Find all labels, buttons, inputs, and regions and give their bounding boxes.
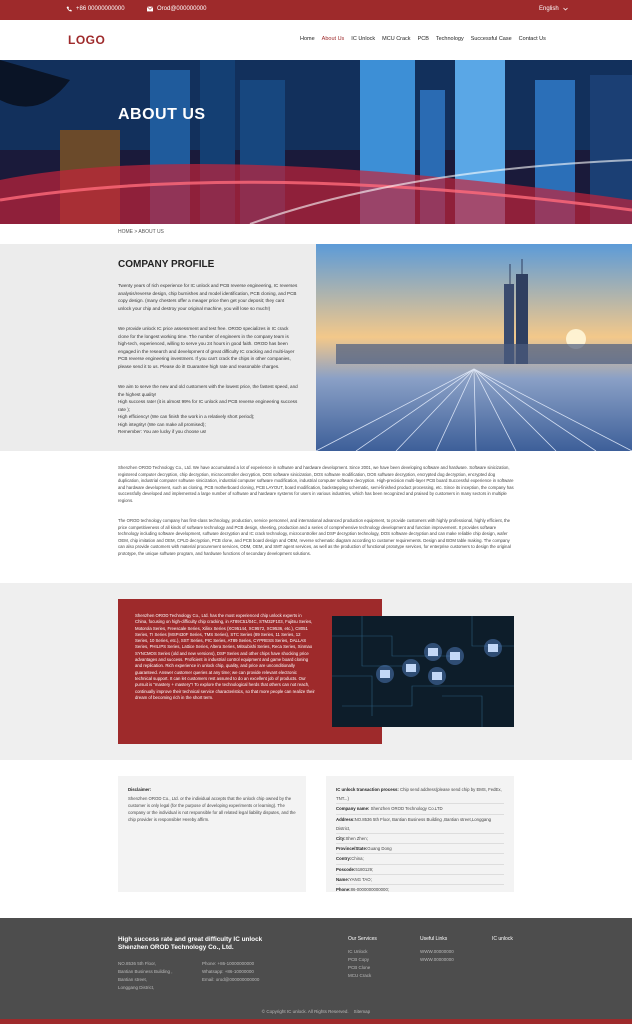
disclaimer-text: Shenzhen OROD Co., Ltd. or the individual accepts that the unlock chip owned by the customer is only legal (for the purpose of developing experiments or learning). The company or the individual is not responsible for all related legal liability disputes, and the chip provider is responsible! Hereby affirm. [128,796,296,822]
footer-link[interactable]: MCU Crack [348,973,372,978]
email-text: Orod@000000000 [157,6,207,12]
process-label: Poscode: [336,866,356,872]
nav-technology[interactable]: Technology [435,36,464,42]
process-label: City: [336,836,346,842]
process-row [336,885,504,894]
profile-p3-line1: We aim to serve the new and old customers with the lowest price, the fastest speed, and the highest quality! [118,384,298,397]
process-row [336,815,504,834]
nav-home[interactable]: Home [300,36,315,42]
disclaimer-box [118,776,306,892]
process-label: Company name: [336,806,370,812]
process-value: China; [351,856,364,862]
profile-p3-line5: Remember: You are lucky if you choose us! [118,429,207,434]
process-row [336,785,504,804]
footer-phone[interactable]: Phone: +86-10000000000 [202,961,255,966]
process-row [336,865,504,875]
process-value: Guang Dong [367,846,392,852]
process-box [326,776,514,892]
sitemap-link[interactable]: Sitemap [353,1009,371,1014]
process-row [336,804,504,814]
phone-text: +86 00000000000 [76,6,125,12]
info-section [0,760,632,918]
email-contact[interactable] [147,6,206,12]
process-row [336,875,504,885]
process-row [336,854,504,864]
process-value: 5180129; [355,866,374,872]
process-row [336,834,504,844]
chip-image [332,616,514,727]
process-label: Address: [336,816,355,822]
process-value: Shenzhen OROD Technology Co.LTD [369,806,443,812]
nav-pcb[interactable]: PCB [417,36,429,42]
footer-address-line: Longgang District, [118,985,155,990]
city-skyline-image [316,244,632,451]
footer-email[interactable]: Email: orod@000000000000 [202,977,260,982]
about-paragraph-2: The OROD technology company has first-class technology, production, service personnel, and international advanced production equipment, to provide customers with highly professional, highly efficient, the price competitiveness of all kinds of software technology and PCB design, sheeting, production and a series of comprehensive technology development and function improvement. It provides software technology including software development, software decryption and IC crack technology, microcontroller and DSP decryption technology, DOS software decryption and can make reliable chip design, wafer OEM, chip imitation and OEM, CPLD decryption, PCB clone, and PCB board design and OEM, reverse schematic diagram according to customer requirements. Design and BOM table making. The company can also provide customers with material procurement services, ODM, OEM, and SMT agent services, as well as the production of functional prototype services, for enterprise customers to design the original prototype, the unique software program, and hardware functions of secondary development solutions. [118,518,511,556]
bottom-bar [0,1019,632,1024]
process-label: Phone: [336,887,351,893]
footer-services-heading: Our Services [348,936,377,942]
footer-link[interactable]: WWW.00000000 [420,949,454,954]
language-selector[interactable] [539,6,568,12]
profile-paragraph-2: We provide unlock IC price assessment and test free. OROD specializes in IC crack clone for the longest working time. The number of engineers in the company team is high-tech, experienced, willing to serve you 24 hours in good faith. OROD has been engaged in the research and development of great difficulty IC cracking and multi-layer PCB reverse engineering investment. If you can't crack the chips in other companies, please send it to us. Please do it! Guarantee high rate and reasonable charges. [118,326,295,369]
footer-contacts [202,960,302,984]
process-label: Name: [336,876,350,882]
process-row [336,844,504,854]
language-label: English [539,6,559,12]
nav-successful-case[interactable]: Successful Case [470,36,512,42]
footer-ic-heading: IC unlock [492,936,513,942]
process-value: 86-0000000000000; [350,887,390,893]
footer-link[interactable]: PCB Copy [348,957,370,962]
footer-link[interactable]: WWW.00000000 [420,957,454,962]
copyright-bar [0,1009,632,1014]
main-nav [0,20,632,60]
process-value: Shen Zhen; [345,836,368,842]
about-paragraph-1: Shenzhen OROD Technology Co., Ltd. We have accumulated a lot of experience in software and hardware development. Since 2001, we have been developing software and hardware. Software sinicization, registered computer decryption, chip decryption, microcontroller decryption, DOS software sinicization, DOS software modification, DOS software decryption, encrypted dog decryption, encrypted dog duplication, industrial computer software sinicization, industrial computer software modification, industrial computer software decryption. High-precision multi-layer PCB board Successful experience in software and hardware development, such as cloning, PCB motherboard cloning, PCB LAYOUT, board modification, backstepping schematic, semi-finished product processing, etc. Since its inception, the company has successfully developed and implemented a large number of software and hardware systems for users in various industries, which has been recognized and praised by customers in many sectors in multiple regions. [118,465,514,503]
city-night-image [0,60,632,224]
hero-banner [0,60,632,224]
breadcrumb[interactable]: HOME > ABOUT US [118,229,164,235]
footer-address-line: NO.8536 5th Floor, [118,961,157,966]
circuit-board-image [332,616,514,727]
nav-mcu-crack[interactable]: MCU Crack [382,36,411,42]
chevron-down-icon [563,7,568,11]
process-label: Contry: [336,856,352,862]
footer-links-heading: Useful Links [420,936,448,942]
footer-address-line: Bantian street, [118,977,148,982]
footer-title-line2: Shenzhen OROD Technology Co., Ltd. [118,944,234,951]
process-label: IC unlock transaction process: [336,787,399,792]
footer-whatsapp[interactable]: Whatsapp: +86-10000000 [202,969,254,974]
city-image [316,244,632,451]
process-value: NO.8536 5th Floor, Bantian Business Building ,Bantian street,Longgang District, [336,816,492,831]
profile-paragraph-3 [118,383,298,436]
footer-useful-links [420,936,480,964]
phone-icon [66,6,72,12]
mail-icon [147,6,153,12]
footer-link[interactable]: IC Unlock [348,949,368,954]
nav-about-us[interactable]: About Us [321,36,345,42]
nav-ic-unlock[interactable]: IC Unlock [351,36,376,42]
footer-link[interactable]: PCB Clone [348,965,371,970]
process-label: Province/State: [336,846,368,852]
footer-services [348,936,408,980]
footer-ic-unlock [492,936,532,948]
profile-title: COMPANY PROFILE [118,259,215,270]
profile-paragraph-1: Twenty years of rich experience for IC unlock and PCB reverse engineering, IC reverses analysis/reverse design, chip burnishes and model identification, PCB cloning, and PCB copy design. (many chesters offer a meager price then get your deposit; they cant unlock your chip and destroy your original machine, you will lose so much!) [118,283,298,311]
disclaimer-title: Disclaimer: [128,787,152,792]
nav-contact-us[interactable]: Contact Us [518,36,546,42]
footer-address [118,960,198,992]
top-bar [0,0,632,20]
profile-p3-line4: High integrity! (We can make all promised); [118,421,206,427]
phone-contact[interactable] [66,6,125,12]
profile-p3-line2: High success rate! (it is almost 99% for IC unlock and PCB reverse engineering success rate ); [118,399,298,412]
process-value: Chip send address(please send chip by EMS, FedEx, TNT...) [336,787,502,802]
footer-title-line1: High success rate and great difficulty IC unlock [118,936,263,943]
footer [0,918,632,1024]
process-value: YANG TAO; [349,876,372,882]
logo[interactable]: LOGO [68,33,106,47]
hero-title: ABOUT US [118,106,206,123]
footer-title [118,936,318,952]
copyright-text: © Copyright IC unlock. All Rights Reserved. [261,1009,349,1014]
nav-menu [300,36,546,42]
profile-p3-line3: High efficiency! (We can finish the work in a relatively short period); [118,414,255,419]
footer-address-line: Bantian Business Building , [118,969,173,974]
experience-text: Shenzhen OROD Technology Co., Ltd. has the most experienced chip unlock experts in China, focusing on high-difficulty chip cracking, in AT89C51/04C, STM32F103, Fujitsu Series, Motorola Series, Freescale Series, Xilinx Series (XC95144, XC9572, XC9536, etc.), C8051 Series, TI Series (MSP430F Series, TMS Series), STC Series (89 Series, 11 Series, 12 Series, 10 Series, etc.), SST Series, PIC Series, AT89 Series, CYPRESS Series, DALLAS Series, PHILIPS Series, Lattice Series, Altera Series, Mitsubishi Series, Reca Series, Xinmao SYNCMOS Series (old and new versions), DSP Series and other chips have shocking price advantages and success. Proficient in industrial control equipment and game board cloning and replication. Rich experience in unlock chip, quality, and price are unconditionally guaranteed. Answer customer queries at any time; we can provide relevant electronic technical support. It can let customers rest assured to do an excellent job of products. Our pursuit is "mastery + mastery"! To explore the technological herds that others can not reach, continually improve their technical service characteristics, so that more people can realize their dream of becoming rich in the short term. [135,613,315,700]
